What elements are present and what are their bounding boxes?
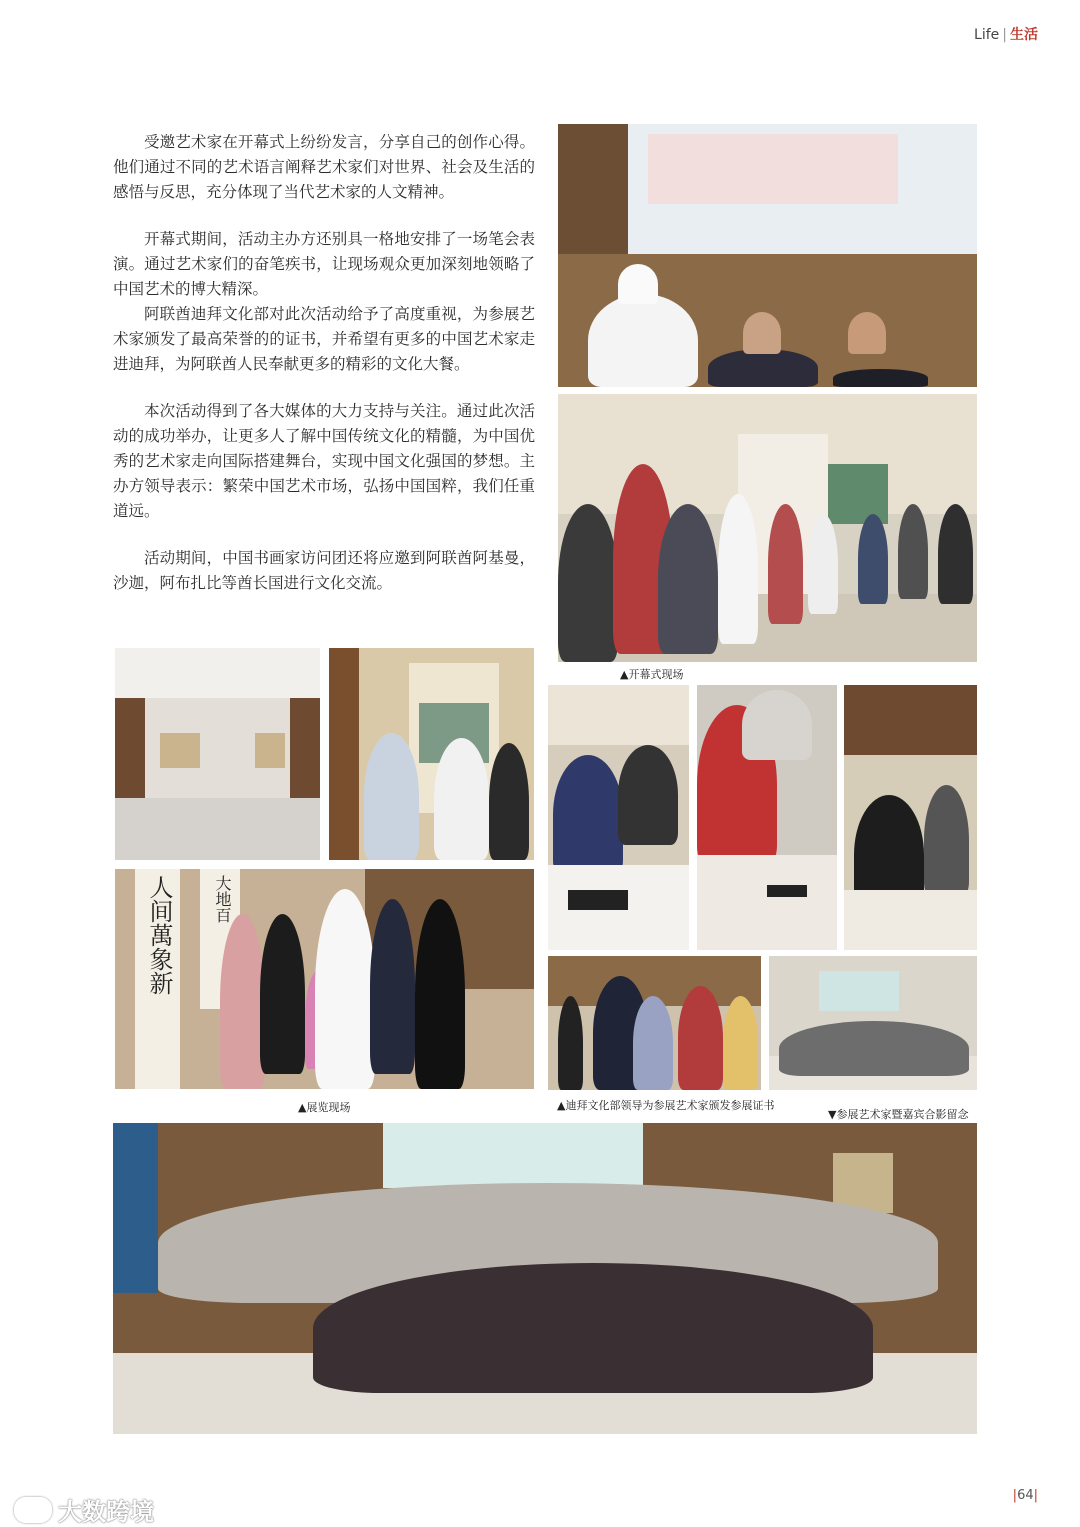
caption-exhibition: ▲展览现场: [298, 1101, 351, 1114]
photo-participants-lineup: [769, 956, 977, 1090]
photo-calligraphy-1: [548, 685, 689, 950]
paragraph-2: 开幕式期间，活动主办方还别具一格地安排了一场笔会表演。通过艺术家们的奋笔疾书，让现场观众更加深刻地领略了中国艺术的博大精深。: [113, 230, 535, 298]
photo-opening-crowd: [558, 394, 977, 662]
paragraph-1: 受邀艺术家在开幕式上纷纷发言，分享自己的创作心得。他们通过不同的艺术语言阐释艺术家们对世界、社会及生活的感悟与反思，充分体现了当代艺术家的人文精神。: [113, 133, 535, 201]
article-text: [113, 130, 535, 618]
watermark-text: 大数跨境: [58, 1498, 154, 1526]
photo-certificate-presentation: [548, 956, 761, 1090]
caption-opening: ▲开幕式现场: [620, 668, 684, 681]
photo-exhibition-group: [115, 869, 534, 1089]
running-header: [974, 24, 1038, 44]
calligraphy-scroll-left: 人间萬象新: [145, 875, 173, 995]
calligraphy-scroll-right: 大地百: [213, 875, 232, 923]
header-section-cn: 生活: [1010, 27, 1038, 43]
watermark-logo-icon: [14, 1497, 52, 1523]
caption-group-photo: ▼参展艺术家暨嘉宾合影留念: [828, 1108, 969, 1121]
photo-visitors-viewing: [329, 648, 534, 860]
photo-calligraphy-2: [697, 685, 837, 950]
photo-opening-speakers: [558, 124, 977, 387]
caption-certificates: ▲迪拜文化部领导为参展艺术家颁发参展证书: [557, 1099, 775, 1112]
photo-group-commemorative: [113, 1123, 977, 1434]
photo-exhibition-hall: [115, 648, 320, 860]
header-section-en: Life: [974, 27, 1000, 43]
photo-calligraphy-3: [844, 685, 977, 950]
paragraph-4: 本次活动得到了各大媒体的大力支持与关注。通过此次活动的成功举办，让更多人了解中国传统文化的精髓，为中国优秀的艺术家走向国际搭建舞台，实现中国文化强国的梦想。主办方领导表示：繁荣中国艺术市场，弘扬中国国粹，我们任重道远。: [113, 402, 535, 520]
paragraph-3: 阿联酋迪拜文化部对此次活动给予了高度重视，为参展艺术家颁发了最高荣誉的的证书，并希望有更多的中国艺术家走进迪拜，为阿联酋人民奉献更多的精彩的文化大餐。: [113, 305, 535, 373]
page-number: |64|: [1012, 1488, 1038, 1503]
paragraph-5: 活动期间，中国书画家访问团还将应邀到阿联酋阿基曼，沙迦，阿布扎比等酋长国进行文化交流。: [113, 549, 535, 592]
watermark: [14, 1492, 154, 1527]
header-separator: |: [1002, 27, 1007, 43]
